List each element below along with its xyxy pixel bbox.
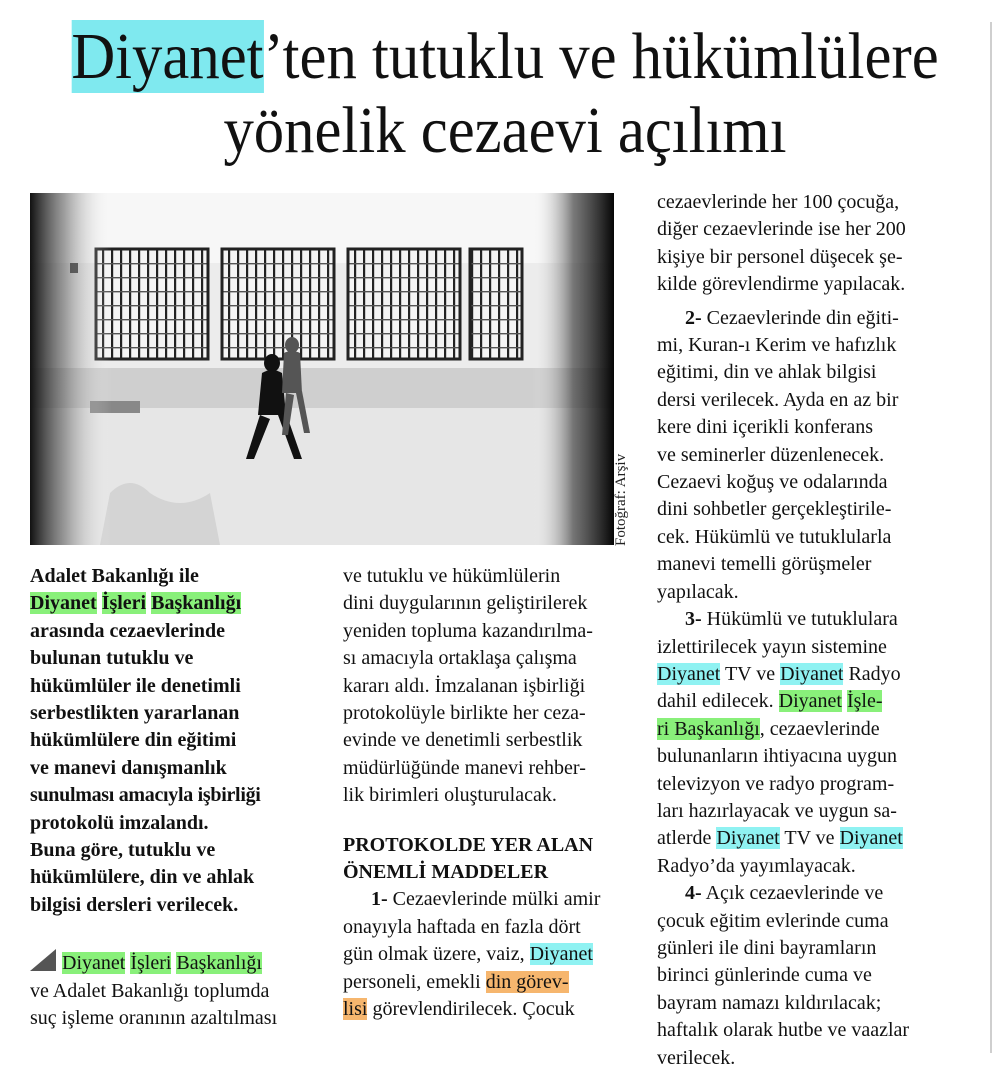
item-1-text: görevlendirilecek. Çocuk [372,998,575,1021]
item-2-line: yapılacak. [657,580,739,603]
lead-org-diyanet: Diyanet [30,592,97,615]
lead-line: hükümlüler ile denetimli [30,674,241,697]
item-2-line [657,305,982,332]
hl-diyanet: Diyanet [839,827,903,850]
item-3-line: Radyo’da yayımlayacak. [657,854,856,877]
item-1-line [343,969,643,996]
body-line: kişiye bir personel düşecek şe- [657,245,903,268]
item-3-text: Radyo [848,662,901,685]
item-1-number: 1- [371,888,388,911]
lead-line: sunulması amacıyla işbirliği [30,784,261,807]
item-2-line: ve seminerler düzenlenecek. [657,443,885,466]
body-line: lik birimleri oluşturulacak. [343,784,557,807]
body-line: müdürlüğünde manevi rehber- [343,756,586,779]
item-3-line [657,825,982,852]
item-3-text: dahil edilecek. [657,690,774,713]
lead-line: bilgisi dersleri verilecek. [30,893,239,916]
hl-isleri: İşle- [846,690,883,713]
body-line: cezaevlerinde her 100 çocuğa, [657,191,900,213]
item-2-line: Cezaevi koğuş ve odalarında [657,471,888,494]
headline [68,20,942,168]
lead-line: serbestlikten yararlanan [30,702,240,725]
body-line: kararı aldı. İmzalanan işbirliği [343,674,586,697]
headline-line2: yönelik cezaevi açılımı [223,94,787,167]
item-3-line: izlettirilecek yayın sistemine [657,635,887,658]
item-4-line: birinci günlerinde cuma ve [657,964,872,987]
lead-org-baskanligi: Başkanlığı [151,592,242,615]
column-1 [30,563,330,1033]
item-4-line: haftalık olarak hutbe ve vaazlar [657,1019,910,1042]
item-4-line: çocuk eğitim evlerinde cuma [657,909,889,932]
item-4-line: bayram namazı kıldırılacak; [657,991,882,1014]
hl-din-gorevlisi-end: lisi [343,998,368,1021]
item-3-line [657,661,982,688]
headline-line1-rest: ’ten tutuklu ve hükümlülere [263,20,939,93]
column-2 [343,563,643,1024]
hl-baskanligi: ri Başkanlığı [657,717,760,740]
hl-diyanet: Diyanet [657,662,721,685]
item-3-line: bulunanların ihtiyacına uygun [657,745,897,768]
lead-line: arasında cezaevlerinde [30,619,225,642]
body-line: diğer cezaevlerinde ise her 200 [657,218,906,241]
item-1-text: gün olmak üzere, vaiz, [343,943,525,966]
item-2-line: eğitimi, din ve ahlak bilgisi [657,361,877,384]
hl-din-gorevlisi: din görev- [485,970,569,993]
item-2-line: kere dini içerikli konferans [657,416,874,439]
item-4-line: günleri ile dini bayramların [657,936,877,959]
item-4-line [657,880,982,907]
lead-line: Buna göre, tutuklu ve [30,839,216,862]
lead-line: hükümlülere din eğitimi [30,729,237,752]
body-org-line [30,949,330,977]
lead-org-line [30,590,330,617]
body-org-baskanligi: Başkanlığı [176,952,262,975]
item-4-text: Açık cezaevlerinde ve [705,882,884,905]
body-line: ve tutuklu ve hükümlülerin [343,565,561,587]
lead-line: bulunan tutuklu ve [30,647,194,670]
headline-highlight: Diyanet [71,20,264,93]
hl-diyanet: Diyanet [529,943,593,966]
item-3-text: TV ve [724,662,776,685]
lead-org-isleri: İşleri [101,592,147,615]
item-3-line [657,606,982,633]
body-line: evinde ve denetimli serbestlik [343,729,583,752]
lead-line: hükümlülere, din ve ahlak [30,866,255,889]
item-3-line [657,688,982,715]
item-3-number: 3- [685,608,702,631]
item-2-line: cek. Hükümlü ve tutuklularla [657,525,892,548]
triangle-marker-icon [30,949,56,971]
lead-line: protokolü imzalandı. [30,811,209,834]
item-1-text: personeli, emekli [343,970,481,993]
item-1-line: onayıyla haftada en fazla dört [343,915,581,938]
column-rule [990,22,992,1053]
subhead-line-2: ÖNEMLİ MADDELER [343,861,549,884]
item-2-line: mi, Kuran-ı Kerim ve hafızlık [657,334,897,357]
item-3-text: atlerde [657,827,712,850]
item-3-line: ları hazırlayacak ve uygun sa- [657,799,897,822]
body-line: suç işleme oranının azaltılması [30,1007,278,1030]
item-2-number: 2- [685,306,702,329]
item-2-line: manevi temelli görüşmeler [657,553,872,576]
body-line: kilde görevlendirme yapılacak. [657,273,906,296]
photo-credit: Fotoğraf: Arşiv [613,453,629,546]
body-line: sı amacıyla ortaklaşa çalışma [343,647,577,670]
item-1-text: Cezaevlerinde mülki amir [392,888,601,911]
body-org-diyanet: Diyanet [62,952,126,975]
item-3-text: Hükümlü ve tutuklulara [706,608,898,631]
item-1-line [343,886,643,913]
body-org-isleri: İşleri [130,952,172,975]
item-1-line [343,941,643,968]
item-3-text: , cezaevlerinde [759,717,880,740]
item-3-line [657,716,982,743]
item-2-line: dersi verilecek. Ayda en az bir [657,388,899,411]
hl-diyanet: Diyanet [716,827,780,850]
body-line: yeniden topluma kazandırılma- [343,619,593,642]
lead-line: Adalet Bakanlığı ile [30,565,199,587]
item-4-line: verilecek. [657,1046,736,1069]
item-3-line: televizyon ve radyo program- [657,772,895,795]
hl-diyanet: Diyanet [780,662,844,685]
column-3 [657,189,982,1072]
item-2-line: dini sohbetler gerçekleştirile- [657,498,892,521]
body-line: dini duygularının geliştirilerek [343,592,588,615]
hl-diyanet-green: Diyanet [778,690,842,713]
body-line: ve Adalet Bakanlığı toplumda [30,979,270,1002]
item-1-line [343,996,643,1023]
subhead-line-1: PROTOKOLDE YER ALAN [343,833,594,856]
lead-line: ve manevi danışmanlık [30,756,227,779]
item-3-text: TV ve [784,827,835,850]
prison-photo [30,193,614,545]
item-4-number: 4- [685,882,702,905]
item-2-text: Cezaevlerinde din eğiti- [706,306,899,329]
body-line: protokolüyle birlikte her ceza- [343,702,586,725]
